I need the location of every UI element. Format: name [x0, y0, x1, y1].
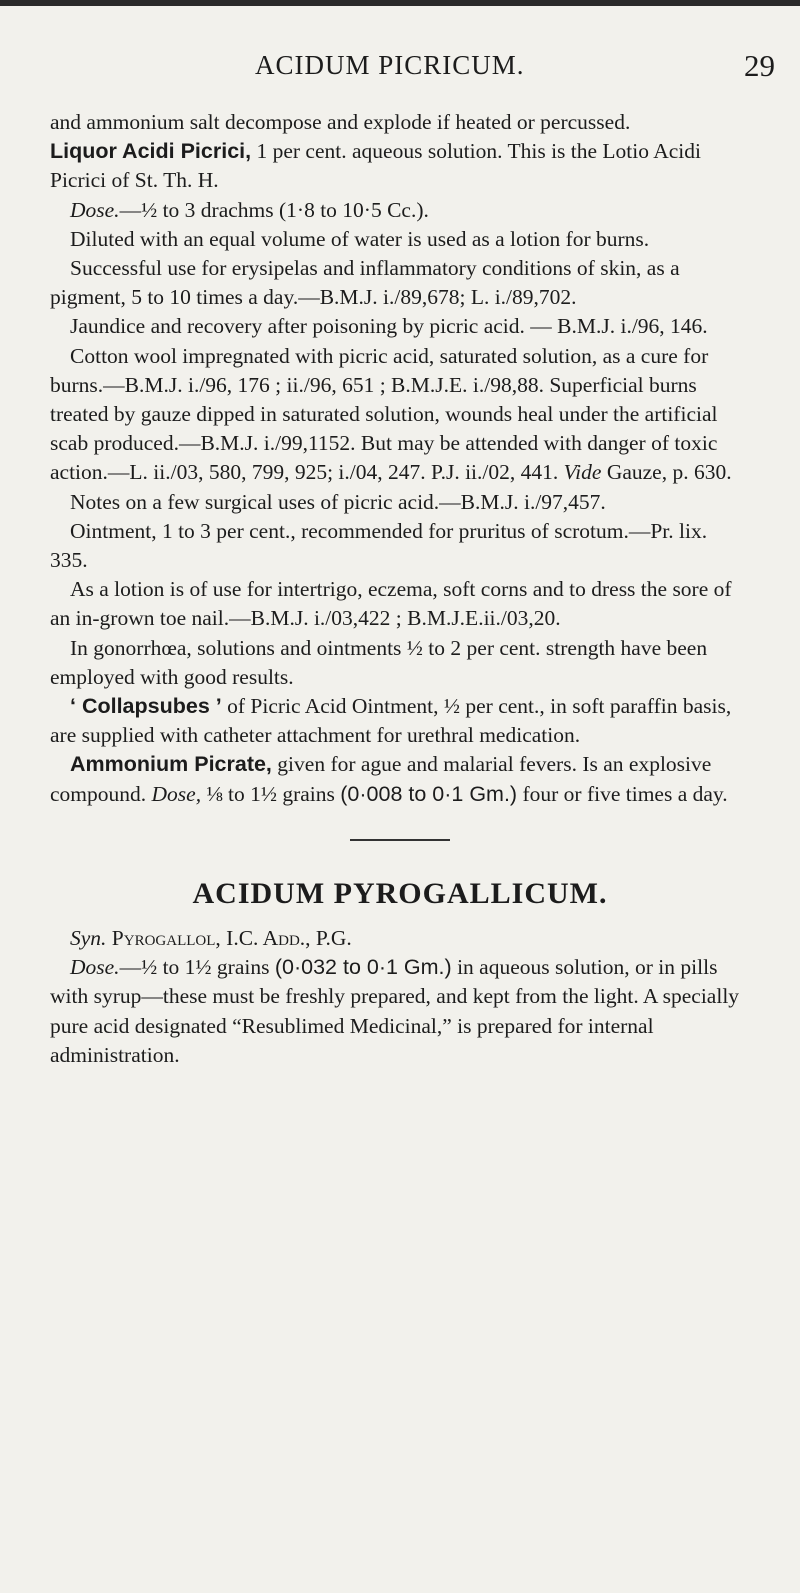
entry-heading: ‘ Collapsubes ’	[70, 694, 222, 719]
ammonium-entry	[50, 750, 750, 808]
paragraph: Successful use for erysipelas and inflammatory conditions of skin, as a pigment, 5 to 10 times a day.—B.M.J. i./89,678; L. i./89,702.	[50, 256, 680, 310]
entry-text: of Picric Acid Ointment, ½ per cent., in soft paraffin basis, are supplied with catheter attachment for urethral medication.	[50, 694, 732, 748]
collapsubes-entry	[50, 692, 750, 750]
paragraph	[50, 342, 750, 488]
running-head: ACIDUM PICRICUM.	[255, 50, 525, 80]
syn-text: Pyrogallol, I.C. Add., P.G.	[106, 926, 352, 951]
page-number: 29	[744, 48, 775, 83]
page-body	[50, 108, 750, 1070]
paragraph: Diluted with an equal volume of water is used as a lotion for burns.	[70, 226, 650, 251]
entry-heading: Ammonium Picrate,	[70, 752, 272, 777]
metric-dose: (0·032 to 0·1 Gm.)	[274, 955, 452, 980]
entry-text: given for ague and malarial fevers. Is an explosive compound.	[50, 752, 712, 806]
dose-label: Dose.	[70, 955, 120, 980]
dose-line	[50, 196, 750, 225]
paragraph: Ointment, 1 to 3 per cent., recommended for pruritus of scrotum.—Pr. lix. 335.	[50, 518, 708, 573]
section-divider	[350, 839, 450, 841]
dose-text: ⅛ to 1½ grains	[201, 781, 341, 806]
vide-reference: Vide	[563, 460, 602, 485]
dose-text: in aqueous solution, or in pills with syrup—these must be freshly prepared, and kept from the light. A specially pure acid designated “Resublimed Medicinal,” is prepared for internal administration.	[50, 955, 740, 1067]
metric-dose: (0·008 to 0·1 Gm.)	[340, 781, 518, 806]
paragraph-text: Gauze, p. 630.	[601, 460, 732, 485]
section-title: ACIDUM PYROGALLICUM.	[192, 876, 608, 910]
dose-text: —½ to 3 drachms (1·8 to 10·5 Cc.).	[119, 197, 429, 222]
dose-label: Dose.	[70, 197, 120, 222]
entry-heading: Liquor Acidi Picrici,	[50, 139, 252, 164]
top-border	[0, 0, 800, 6]
paragraph: Jaundice and recovery after poisoning by picric acid. — B.M.J. i./96, 146.	[70, 314, 708, 339]
paragraph-text: Cotton wool impregnated with picric acid, saturated solution, as a cure for burns.—B.M.J. i./96, 176 ; ii./96, 651 ; B.M.J.E. i./98,88. Superficial burns treated by gauze dipped in saturated solution, wounds heal under the artificial scab produced.—B.M.J. i./99,1152. But may be attended with danger of toxic action.—L. ii./03, 580, 799, 925; i./04, 247. P.J. ii./02, 441.	[50, 343, 718, 485]
synonym-line	[50, 924, 750, 953]
dose-label: Dose,	[151, 781, 202, 806]
entry-text: four or five times a day.	[517, 781, 728, 806]
dose-line	[50, 953, 750, 1070]
paragraph: In gonorrhœa, solutions and ointments ½ to 2 per cent. strength have been employed with good results.	[50, 635, 708, 689]
paragraph: Notes on a few surgical uses of picric acid.—B.M.J. i./97,457.	[70, 489, 606, 514]
dose-text: —½ to 1½ grains	[119, 955, 275, 980]
page-header	[255, 50, 785, 90]
liquor-entry	[50, 137, 750, 195]
paragraph: and ammonium salt decompose and explode if heated or percussed.	[50, 110, 631, 134]
paragraph: As a lotion is of use for intertrigo, eczema, soft corns and to dress the sore of an in-grown toe nail.—B.M.J. i./03,422 ; B.M.J.E.ii./03,20.	[50, 577, 732, 631]
entry-text: 1 per cent. aqueous solution. This is the Lotio Acidi Picrici of St. Th. H.	[50, 139, 701, 193]
syn-label: Syn.	[70, 926, 107, 951]
